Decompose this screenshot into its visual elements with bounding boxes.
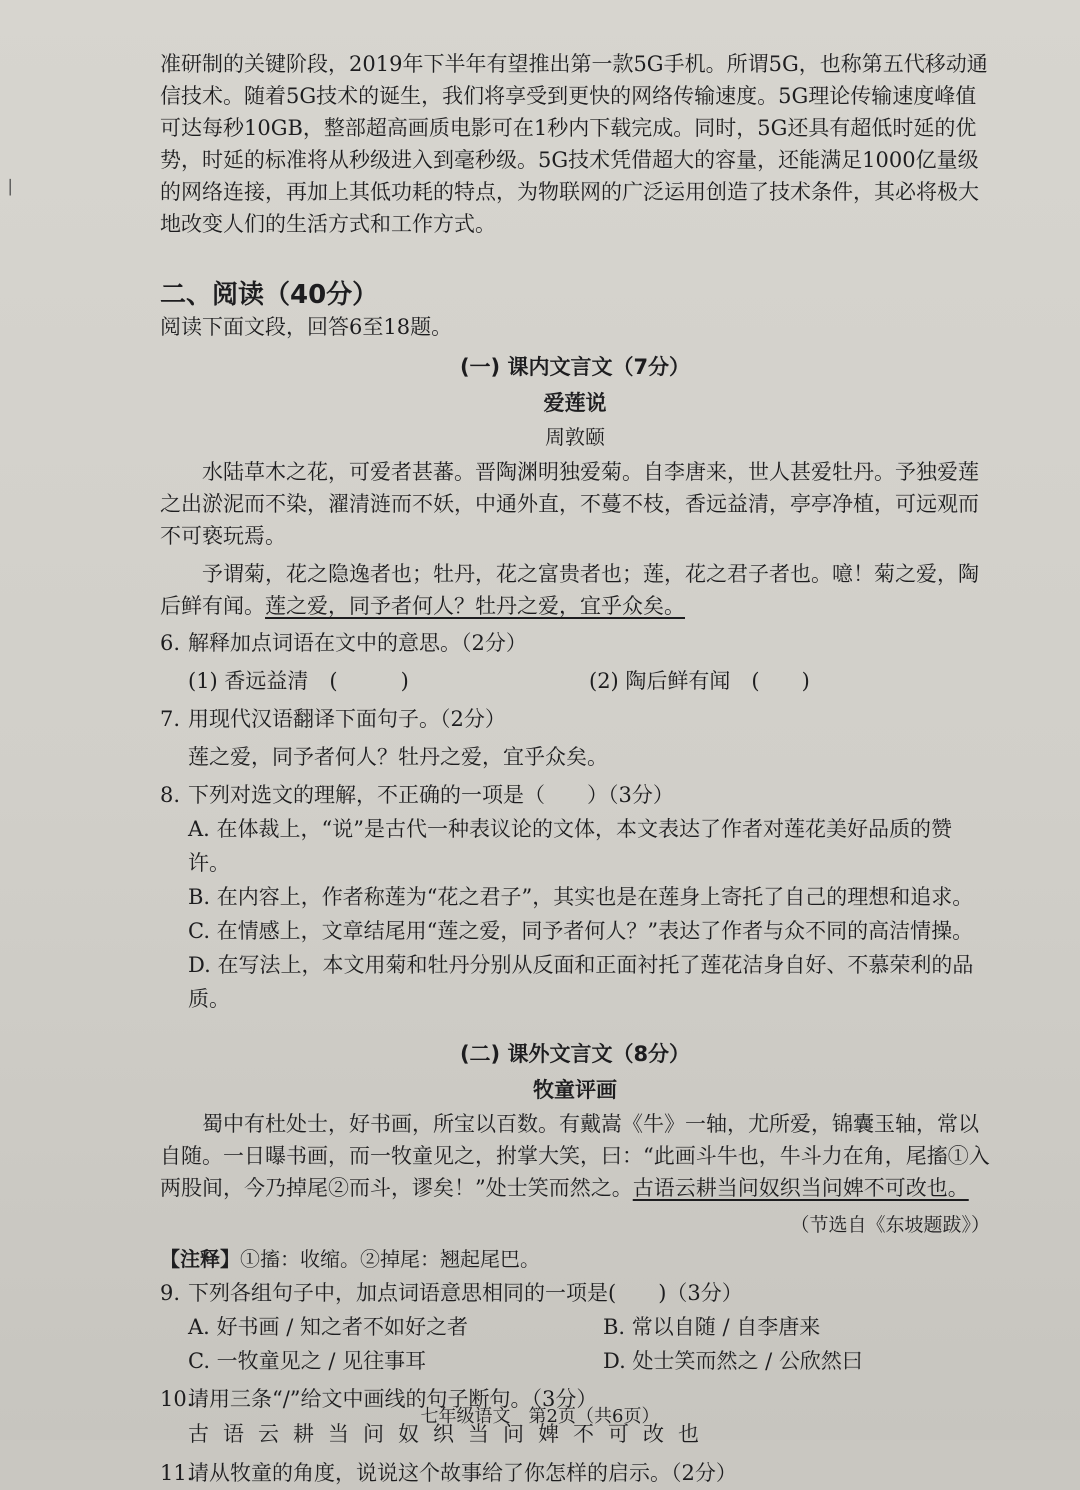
part1-paragraph-1: 水陆草木之花，可爱者甚蕃。晋陶渊明独爱菊。自李唐来，世人甚爱牡丹。予独爱莲之出淤泥而不染，濯清涟而不妖，中通外直，不蔓不枝，香远益清，亭亭净植，可远观而不可亵玩焉。 [160,460,979,548]
q10-sentence: 古语云耕当问奴织当问婢不可改也 [188,1422,713,1446]
part1-title: 爱莲说 [543,391,607,415]
part1-paragraph-2 [160,558,990,622]
question-6 [160,626,990,660]
q11-text: 请从牧童的角度，说说这个故事给了你怎样的启示。（2分） [188,1461,737,1485]
q8-options [160,812,990,1016]
note-label: 【注释】 [160,1247,240,1271]
q6-item-1: (1) 香远益清 ( ) [188,669,409,693]
part1-paragraph-2-text: 予谓菊，花之隐逸者也；牡丹，花之富贵者也；莲，花之君子者也。噫！菊之爱，陶后鲜有闻。 [160,562,979,618]
part2-heading: (二) 课外文言文（8分） [459,1042,691,1066]
part2-note [160,1243,990,1272]
q9-text: 下列各组句子中，加点词语意思相同的一项是( )（3分） [188,1281,743,1305]
page-footer: 七年级语文 第2页（共6页） [420,1406,660,1427]
q8-option-b: B. 在内容上，作者称莲为“花之君子”，其实也是在莲身上寄托了自己的理想和追求。 [188,885,974,909]
part2-paragraph-text: 蜀中有杜处士，好书画，所宝以百数。有戴嵩《牛》一轴，尤所爱，锦囊玉轴，常以自随。一日曝书画，而一牧童见之，拊掌大笑，曰：“此画斗牛也，牛斗力在角，尾搐①入两股间，今乃掉尾②而斗，谬矣！”处士笑而然之。 [160,1112,990,1200]
q8-option-c: C. 在情感上，文章结尾用“莲之爱，同予者何人？”表达了作者与众不同的高洁情操。 [188,919,974,943]
q10-number: 10. [160,1387,194,1411]
q8-option-a: A. 在体裁上，“说”是古代一种表议论的文体，本文表达了作者对莲花美好品质的赞许。 [188,817,952,875]
q6-items [160,664,990,698]
part2-underlined-sentence: 古语云耕当问奴织当问婢不可改也。 [632,1176,969,1200]
q9-option-a: A. 好书画 / 知之者不如好之者 [188,1315,468,1339]
section-title: 二、阅读（40分） [160,280,379,310]
part2-paragraph [160,1108,990,1204]
q6-text: 解释加点词语在文中的意思。（2分） [188,631,527,655]
page-edge-mark: ▕ [0,180,11,196]
part1-heading: (一) 课内文言文（7分） [459,355,691,379]
part2-source: （节选自《东坡题跋》） [790,1214,990,1236]
question-9 [160,1276,990,1310]
q9-option-b: B. 常以自随 / 自李唐来 [603,1315,821,1339]
intro-paragraph: 准研制的关键阶段，2019年下半年有望推出第一款5G手机。所谓5G，也称第五代移动通信技术。随着5G技术的诞生，我们将享受到更快的网络传输速度。5G理论传输速度峰值可达每秒10GB，整部超高画质电影可在1秒内下载完成。同时，5G还具有超低时延的优势，时延的标准将从秒级进入到毫秒级。5G技术凭借超大的容量，还能满足1000亿量级的网络连接，再加上其低功耗的特点，为物联网的广泛运用创造了技术条件，其必将极大地改变人们的生活方式和工作方式。 [160,52,988,236]
part1-author: 周敦颐 [545,425,605,449]
q7-number: 7. [160,707,181,731]
section-instruction: 阅读下面文段，回答6至18题。 [160,315,453,339]
question-11 [160,1456,990,1490]
q9-number: 9. [160,1281,181,1305]
q6-item-2: (2) 陶后鲜有闻 ( ) [589,669,810,693]
q9-option-d: D. 处士笑而然之 / 公欣然曰 [603,1349,863,1373]
q8-number: 8. [160,783,181,807]
q7-text: 用现代汉语翻译下面句子。（2分） [188,707,506,731]
q8-option-d: D. 在写法上，本文用菊和牡丹分别从反面和正面衬托了莲花洁身自好、不慕荣利的品质。 [188,953,974,1011]
q10-text: 请用三条“/”给文中画线的句子断句。（3分） [188,1387,598,1411]
page-content [160,48,990,1490]
q7-sentence: 莲之爱，同予者何人？牡丹之爱，宜乎众矣。 [188,745,608,769]
q9-option-c: C. 一牧童见之 / 见往事耳 [188,1349,427,1373]
part2-title: 牧童评画 [533,1078,617,1102]
q6-number: 6. [160,631,181,655]
note-text: ①搐：收缩。②掉尾：翘起尾巴。 [240,1247,540,1271]
q11-number: 11. [160,1461,194,1485]
part1-underlined-sentence: 莲之爱，同予者何人？牡丹之爱，宜乎众矣。 [265,594,685,618]
q8-text: 下列对选文的理解，不正确的一项是（ ）（3分） [188,783,674,807]
question-7 [160,702,990,736]
question-8 [160,778,990,812]
q9-options [160,1310,990,1378]
